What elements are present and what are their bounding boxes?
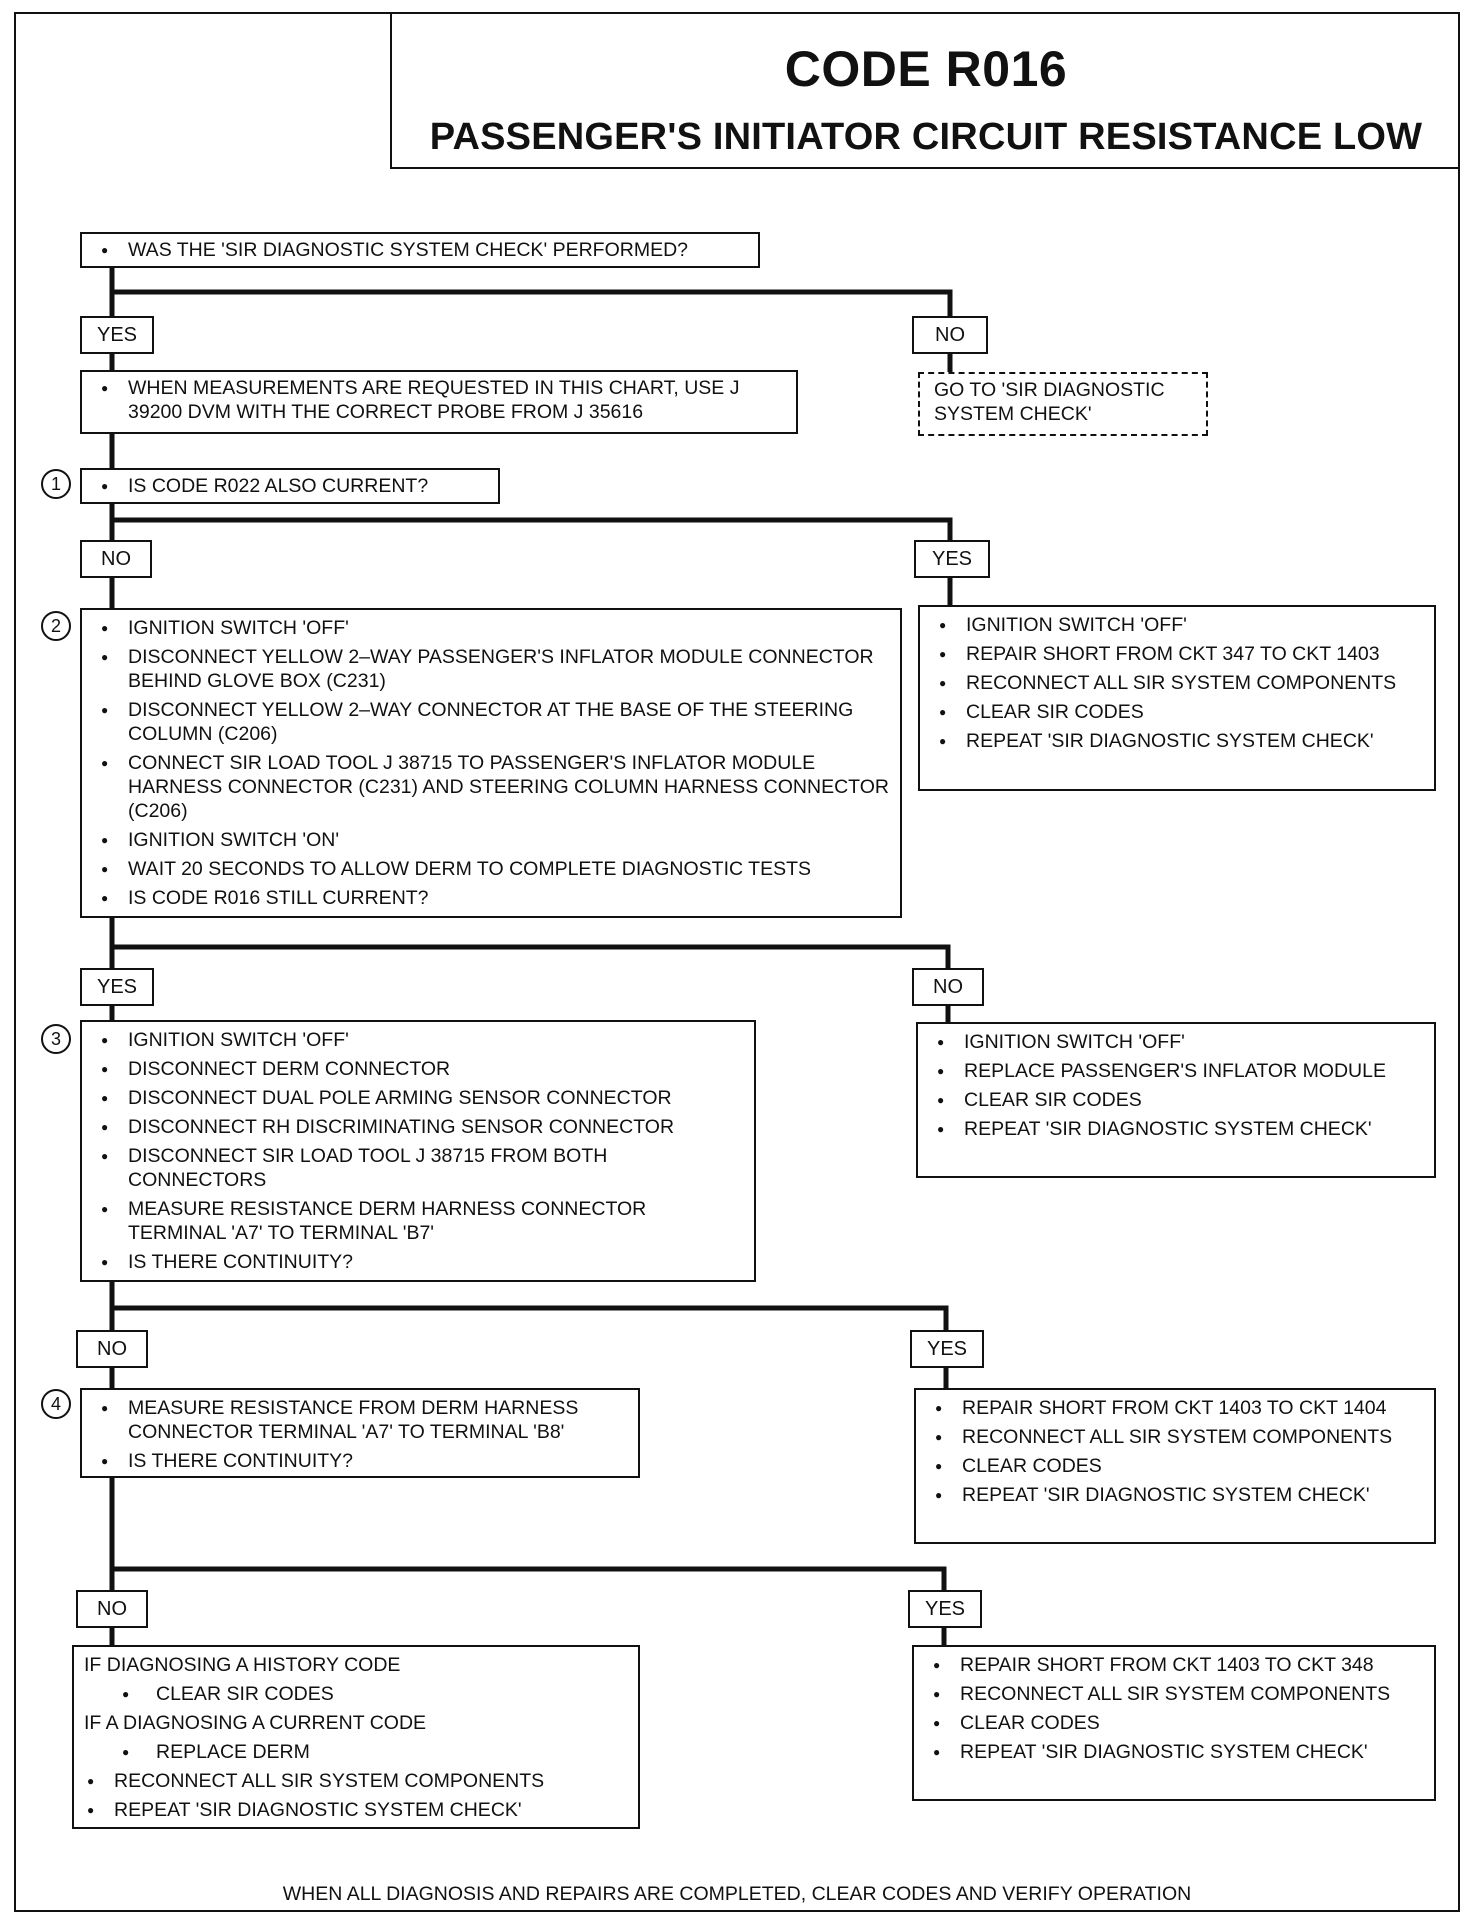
list-item: ● IS CODE R016 STILL CURRENT? [98,886,890,910]
list-item: ● RECONNECT ALL SIR SYSTEM COMPONENTS [932,1425,1424,1449]
measurement-instruction-box [80,370,798,434]
list-item: ● IS THERE CONTINUITY? [98,1449,628,1473]
step1-yes-label: YES [914,540,990,578]
measurement-instruction: ● WHEN MEASUREMENTS ARE REQUESTED IN THIS CHART, USE J 39200 DVM WITH THE CORRECT PROBE FROM J 35616 [98,376,786,424]
list-item: ● DISCONNECT SIR LOAD TOOL J 38715 FROM BOTH CONNECTORS [98,1144,744,1192]
list-item: ● WAIT 20 SECONDS TO ALLOW DERM TO COMPLETE DIAGNOSTIC TESTS [98,857,890,881]
step4-yes-result-box [912,1645,1436,1801]
go-to-system-check-box [918,372,1208,436]
step2-procedure-box [80,608,902,918]
history-code-header: IF DIAGNOSING A HISTORY CODE [84,1654,401,1676]
list-item: ● CLEAR CODES [932,1454,1424,1478]
step3-procedure-box [80,1020,756,1282]
list-item: ● CLEAR SIR CODES [936,700,1424,724]
step-number-1: 1 [41,469,71,499]
page-title: CODE R016 [784,41,1068,97]
list-item: ● REPLACE PASSENGER'S INFLATOR MODULE [934,1059,1424,1083]
list-item: ● IGNITION SWITCH 'OFF' [98,1028,744,1052]
step-number-3: 3 [41,1024,71,1054]
list-item: ● RECONNECT ALL SIR SYSTEM COMPONENTS [930,1682,1424,1706]
step3-no-label: NO [76,1330,148,1368]
list-item: ● REPEAT 'SIR DIAGNOSTIC SYSTEM CHECK' [932,1483,1424,1507]
list-item: ● IGNITION SWITCH 'ON' [98,828,890,852]
step3-yes-result-box [914,1388,1436,1544]
list-item: ● MEASURE RESISTANCE DERM HARNESS CONNECTOR TERMINAL 'A7' TO TERMINAL 'B7' [98,1197,744,1245]
list-item: ● CLEAR SIR CODES [84,1682,628,1706]
current-code-header: IF A DIAGNOSING A CURRENT CODE [84,1712,427,1734]
list-item: ● REPAIR SHORT FROM CKT 1403 TO CKT 348 [930,1653,1424,1677]
list-item: ● REPAIR SHORT FROM CKT 347 TO CKT 1403 [936,642,1424,666]
list-item: ● DISCONNECT YELLOW 2–WAY PASSENGER'S INFLATOR MODULE CONNECTOR BEHIND GLOVE BOX (C231) [98,645,890,693]
list-item: ● IS THERE CONTINUITY? [98,1250,744,1274]
step4-no-result-box [72,1645,640,1829]
list-item: ● RECONNECT ALL SIR SYSTEM COMPONENTS [84,1769,628,1793]
list-item: ● DISCONNECT YELLOW 2–WAY CONNECTOR AT THE BASE OF THE STEERING COLUMN (C206) [98,698,890,746]
step2-yes-label: YES [80,968,154,1006]
list-item: ● REPEAT 'SIR DIAGNOSTIC SYSTEM CHECK' [84,1798,628,1822]
start-question: ● WAS THE 'SIR DIAGNOSTIC SYSTEM CHECK' PERFORMED? [98,238,748,262]
step4-procedure-box [80,1388,640,1478]
list-item: ● REPEAT 'SIR DIAGNOSTIC SYSTEM CHECK' [934,1117,1424,1141]
list-item: ● CLEAR CODES [930,1711,1424,1735]
footer-note: WHEN ALL DIAGNOSIS AND REPAIRS ARE COMPLETED, CLEAR CODES AND VERIFY OPERATION [282,1883,1192,1905]
list-item: ● REPLACE DERM [84,1740,628,1764]
list-item: ● CONNECT SIR LOAD TOOL J 38715 TO PASSENGER'S INFLATOR MODULE HARNESS CONNECTOR (C231) AND STEERING COLUMN HARNESS CONNECTOR (C206) [98,751,890,823]
start-no-label: NO [912,316,988,354]
step1-no-label: NO [80,540,152,578]
step-number-4: 4 [41,1389,71,1419]
list-item: ● IGNITION SWITCH 'OFF' [98,616,890,640]
step2-no-result-box [916,1022,1436,1178]
step1-yes-result-box [918,605,1436,791]
list-item: ● CLEAR SIR CODES [934,1088,1424,1112]
list-item: ● REPAIR SHORT FROM CKT 1403 TO CKT 1404 [932,1396,1424,1420]
page-subtitle: PASSENGER'S INITIATOR CIRCUIT RESISTANCE LOW [429,116,1423,158]
list-item: ● RECONNECT ALL SIR SYSTEM COMPONENTS [936,671,1424,695]
step1-question-box [80,468,500,504]
step3-yes-label: YES [910,1330,984,1368]
list-item: ● DISCONNECT RH DISCRIMINATING SENSOR CONNECTOR [98,1115,744,1139]
start-yes-label: YES [80,316,154,354]
step2-no-label: NO [912,968,984,1006]
start-question-box [80,232,760,268]
list-item: ● REPEAT 'SIR DIAGNOSTIC SYSTEM CHECK' [936,729,1424,753]
list-item: ● IGNITION SWITCH 'OFF' [934,1030,1424,1054]
go-to-system-check-text: GO TO 'SIR DIAGNOSTIC SYSTEM CHECK' [934,379,1165,425]
list-item: ● DISCONNECT DUAL POLE ARMING SENSOR CONNECTOR [98,1086,744,1110]
step4-no-label: NO [76,1590,148,1628]
list-item: ● MEASURE RESISTANCE FROM DERM HARNESS CONNECTOR TERMINAL 'A7' TO TERMINAL 'B8' [98,1396,628,1444]
step-number-2: 2 [41,611,71,641]
list-item: ● REPEAT 'SIR DIAGNOSTIC SYSTEM CHECK' [930,1740,1424,1764]
list-item: ● DISCONNECT DERM CONNECTOR [98,1057,744,1081]
step4-yes-label: YES [908,1590,982,1628]
step1-question: ● IS CODE R022 ALSO CURRENT? [98,474,488,498]
list-item: ● IGNITION SWITCH 'OFF' [936,613,1424,637]
